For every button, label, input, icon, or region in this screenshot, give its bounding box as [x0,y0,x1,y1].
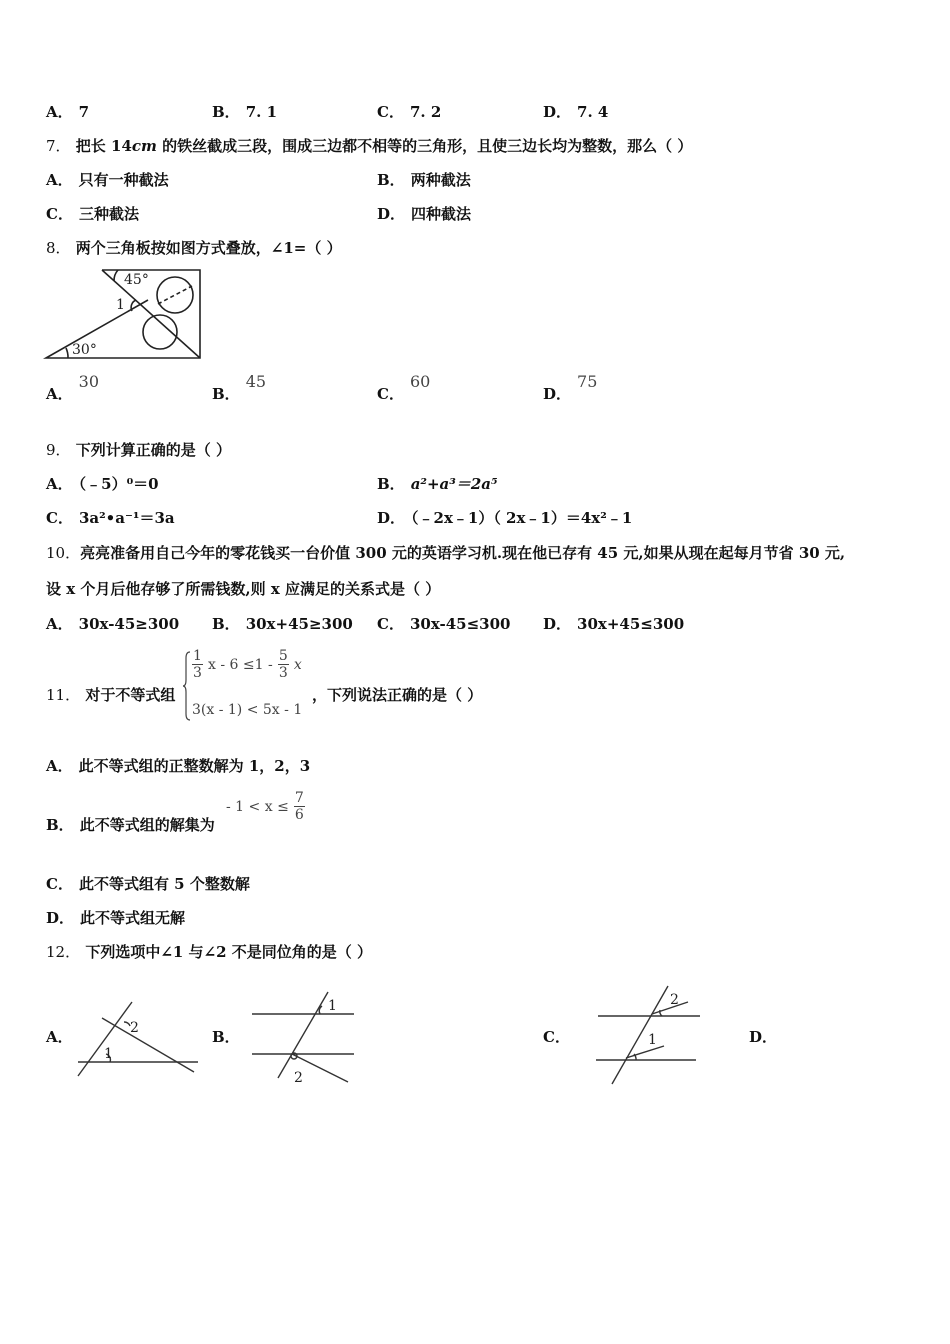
frac-den: 6 [294,807,304,823]
q9-option-b[interactable] [377,474,498,494]
option-key: B． [377,475,405,493]
frac-seven-sixths [294,790,305,823]
option-key: A． [46,1028,73,1046]
q11-option-c[interactable] [46,874,250,894]
option-key: C． [377,103,404,121]
q11-text-before: 对于不等式组 [85,686,176,704]
ineq1-end: x [293,657,302,673]
option-key: A． [46,757,73,775]
option-key: A． [46,171,73,189]
option-key: D． [377,509,406,527]
q7-stem [46,136,692,156]
q11-option-a[interactable] [46,756,310,776]
frac-num: 5 [278,648,288,664]
q8-stem [46,238,342,258]
option-value: 45 [245,372,267,391]
q12-option-a[interactable] [46,1027,73,1047]
q7-text-before: 把长 [75,137,106,155]
figure-diagonal [102,270,200,358]
option-text: a²+a³＝2a⁵ [410,475,498,493]
q8-option-b[interactable] [212,372,267,404]
q12-figure-c [592,984,704,1088]
inequality-system [182,648,312,724]
frac-one-third [192,648,203,681]
q8-option-c[interactable] [377,372,431,404]
option-text: 30x+45≥300 [245,615,353,633]
option-text: 7. 1 [245,103,278,121]
q8-option-d[interactable] [543,372,598,404]
option-value: 75 [577,372,598,391]
q8-triangle-figure [40,264,210,364]
option-key: C． [377,385,404,403]
option-text: 此不等式组无解 [80,909,186,927]
label-angle1: 1 [116,297,125,313]
question-number: 10． [46,544,81,562]
q7-option-d[interactable] [377,204,471,224]
option-key: A． [46,385,73,403]
frac-den: 3 [278,665,288,681]
q9-option-a[interactable] [46,474,159,494]
option-key: A． [46,475,73,493]
option-key: C． [377,615,404,633]
q10-stem-line2 [46,579,440,599]
frac-num: 7 [294,790,304,806]
option-text: 7 [78,103,90,121]
q12-stem [46,942,372,962]
q10-line2: 设 x 个月后他存够了所需钱数,则 x 应满足的关系式是（ ） [46,580,441,598]
q10-line1: 亮亮准备用自己今年的零花钱买一台价值 300 元的英语学习机.现在他已存有 45 元,如果从现在起每月节省 30 元, [80,544,846,562]
frac-five-thirds [278,648,289,681]
option-text: （﹣2x﹣1）（ 2x﹣1）＝4x²﹣1 [411,509,633,527]
question-number: 11． [46,686,81,704]
option-key: D． [543,103,572,121]
q11-option-b[interactable] [46,815,215,835]
q7-option-c[interactable] [46,204,139,224]
frac-num: 1 [193,648,202,664]
inequality-1 [192,648,302,681]
option-text: 此不等式组的解集为 [79,816,215,834]
option-key: D． [46,909,75,927]
label-2: 2 [670,992,679,1008]
q10-option-a[interactable] [46,614,179,634]
option-text: 3a²•a⁻¹＝3a [78,509,175,527]
option-key: B． [212,615,240,633]
q6-option-d[interactable] [543,102,608,122]
q7-value: 14 [111,137,132,155]
option-key: A． [46,615,73,633]
q10-option-c[interactable] [377,614,511,634]
option-text: 只有一种截法 [78,171,169,189]
q11-stem-suffix [312,685,482,705]
question-number: 7． [46,137,71,155]
q11-option-d[interactable] [46,908,185,928]
label-1: 1 [328,998,337,1014]
label-30: 30° [72,342,97,358]
option-text: 30x+45≤300 [577,615,685,633]
option-text: 7. 2 [409,103,442,121]
option-key: C． [543,1028,570,1046]
question-number: 12． [46,943,81,961]
label-1: 1 [104,1046,113,1062]
option-key: D． [543,385,572,403]
label-2: 2 [294,1070,303,1086]
q12-text: 下列选项中∠1 与∠2 不是同位角的是（ ） [85,943,373,961]
angle-arc-45 [114,270,118,281]
label-1: 1 [648,1032,657,1048]
option-text: 三种截法 [78,205,139,223]
q12-option-d[interactable] [749,1027,777,1047]
q11-option-b-math [226,790,305,823]
q7-option-a[interactable] [46,170,169,190]
angle-arc-1 [131,300,136,311]
q6-option-b[interactable] [212,102,277,122]
q12-figure-a [74,1000,200,1080]
question-number: 9． [46,441,71,459]
ineq1-mid: x - 6 ≤1 - [208,657,273,673]
option-text: 30x-45≤300 [409,615,511,633]
option-key: B． [46,816,74,834]
option-key: D． [543,615,572,633]
q7-option-b[interactable] [377,170,471,190]
q12-option-b[interactable] [212,1027,240,1047]
option-key: C． [46,205,73,223]
option-key: A． [46,103,73,121]
option-key: B． [212,103,240,121]
question-number: 8． [46,239,71,257]
q10-option-b[interactable] [212,614,353,634]
option-b-inequality: - 1 < x ≤ [226,799,289,815]
q10-option-d[interactable] [543,614,684,634]
q9-stem [46,440,231,460]
label-2: 2 [130,1020,139,1036]
q9-option-c[interactable] [46,508,175,528]
system-brace [182,650,192,722]
label-45: 45° [124,272,149,288]
option-text: 四种截法 [411,205,472,223]
q11-text-after: ，下列说法正确的是（ ） [312,686,483,704]
q12-figure-b [248,990,358,1086]
option-key: B． [212,1028,240,1046]
q11-stem-prefix [46,685,175,705]
option-text: 30x-45≥300 [78,615,180,633]
inequality-2: 3(x - 1) < 5x - 1 [192,702,303,718]
option-key: B． [377,171,405,189]
option-key: B． [212,385,240,403]
q8-option-a[interactable] [46,372,99,404]
q12-option-c[interactable] [543,1027,570,1047]
q9-option-d[interactable] [377,508,632,528]
q10-stem-line1 [46,543,845,563]
q9-text: 下列计算正确的是（ ） [75,441,232,459]
option-key: C． [46,875,73,893]
option-key: D． [377,205,406,223]
q7-unit: cm [131,137,157,155]
option-key: C． [46,509,73,527]
option-value: 60 [409,372,431,391]
q6-option-c[interactable] [377,102,441,122]
q6-option-a[interactable] [46,102,89,122]
option-text: 此不等式组有 5 个整数解 [78,875,250,893]
q7-text-after: 的铁丝截成三段，围成三边都不相等的三角形，且使三边长均为整数，那么（ ） [162,137,693,155]
option-text: 两种截法 [410,171,471,189]
q8-text: 两个三角板按如图方式叠放，∠1=（ ） [75,239,342,257]
option-key: D． [749,1028,778,1046]
frac-den: 3 [193,665,202,681]
circle-top [157,277,193,313]
option-value: 30 [78,372,99,391]
angle-arc-30 [66,348,68,358]
option-text: 7. 4 [577,103,609,121]
option-text: （﹣5）⁰＝0 [78,475,159,493]
figure-outline [46,270,200,358]
option-text: 此不等式组的正整数解为 1，2，3 [78,757,311,775]
dashed-line [158,286,192,304]
